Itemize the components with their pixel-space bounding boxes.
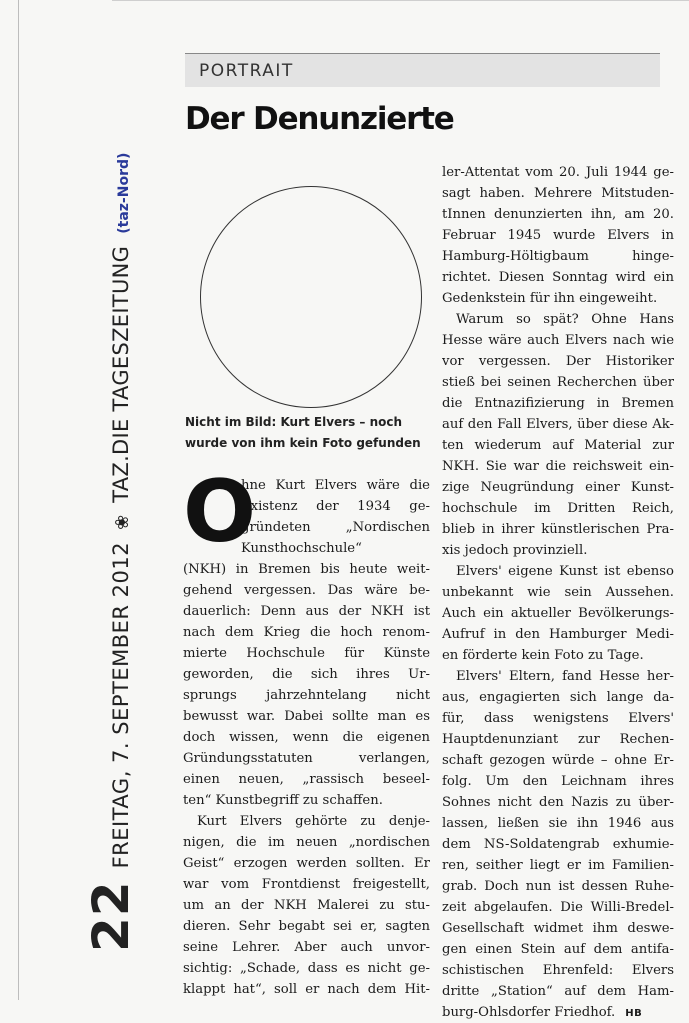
article-line: auf den Fall Elvers, über diese Ak- xyxy=(442,417,674,432)
article-line: folg. Um den Leichnam ihres xyxy=(442,774,674,789)
article-line: Hauptdenunziant zur Rechen- xyxy=(442,732,674,747)
article-line: stieß bei seinen Recherchen über xyxy=(442,375,674,390)
photo-placeholder-circle xyxy=(200,186,422,408)
article-line: ler-Attentat vom 20. Juli 1944 ge- xyxy=(442,165,674,180)
page-fold-line xyxy=(18,0,19,1000)
article-line: hochschule im Dritten Reich, xyxy=(442,501,674,516)
article-line: die Entnazifizierung in Bremen xyxy=(442,396,674,411)
article-line: Gründungsstatuten verlangen, xyxy=(183,751,430,766)
article-line: sagt haben. Mehrere Mitstuden- xyxy=(442,186,674,201)
caption-line: wurde von ihm kein Foto gefunden xyxy=(185,436,421,450)
page-spine xyxy=(82,152,140,952)
article-line: bewusst war. Dabei sollte man es xyxy=(183,709,430,724)
regional-edition: (taz-Nord) xyxy=(116,152,132,234)
article-line: war vom Frontdienst freigestellt, xyxy=(183,877,430,892)
photo-caption xyxy=(185,413,433,455)
article-line: Kunsthochschule“ xyxy=(241,541,362,556)
article-line: Elvers' eigene Kunst ist ebenso xyxy=(456,564,674,579)
article-line: dritte „Station“ auf dem Ham- xyxy=(442,984,674,999)
article-line: seine Lehrer. Aber auch unvor- xyxy=(183,940,430,955)
article-line: sichtig: „Schade, dass es nicht ge- xyxy=(183,961,430,976)
article-line: dem NS-Soldatengrab exhumie- xyxy=(442,837,674,852)
article-line: mierte Hochschule für Künste xyxy=(183,646,430,661)
article-line: sprungs jahrzehntelang nicht xyxy=(183,688,430,703)
article-line: Hamburg-Höltigbaum hinge- xyxy=(442,249,674,264)
article-line: richtet. Diesen Sonntag wird ein xyxy=(442,270,674,285)
article-line: einen neuen, „rassisch beseel- xyxy=(183,772,430,787)
article-line: ten“ Kunstbegriff zu schaffen. xyxy=(183,793,383,808)
article-line: schistischen Ehrenfeld: Elvers xyxy=(442,963,674,978)
article-line: Existenz der 1934 ge- xyxy=(241,499,430,514)
article-line: nigen, die im neuen „nordischen xyxy=(183,835,430,850)
article-line: unbekannt wie sein Aussehen. xyxy=(442,585,674,600)
article-line: Hesse wäre auch Elvers nach wie xyxy=(442,333,674,348)
article-line: NKH. Sie war die reichsweit ein- xyxy=(442,459,674,474)
article-line: Warum so spät? Ohne Hans xyxy=(456,312,674,327)
drop-cap: O xyxy=(183,462,257,562)
caption-line: Nicht im Bild: Kurt Elvers – noch xyxy=(185,415,403,429)
headline: Der Denunzierte xyxy=(185,101,454,137)
article-line: Elvers' Eltern, fand Hesse her- xyxy=(456,669,674,684)
article-line: Geist“ erzogen werden sollten. Er xyxy=(183,856,430,871)
article-line: schaft gezogen würde – ohne Er- xyxy=(442,753,674,768)
paw-print-icon: ❀ xyxy=(112,514,133,530)
article-column-right xyxy=(442,162,674,1023)
article-line: Gesellschaft widmet ihm deswe- xyxy=(442,921,674,936)
article-line: (NKH) in Bremen bis heute weit- xyxy=(183,562,430,577)
page-number: 22 xyxy=(82,880,140,952)
issue-date: FREITAG, 7. SEPTEMBER 2012 xyxy=(109,541,133,869)
newspaper-name: TAZ.DIE TAGESZEITUNG xyxy=(109,245,133,503)
top-rule xyxy=(112,0,689,1)
article-line: Aufruf in den Hamburger Medi- xyxy=(442,627,674,642)
article-line: xis jedoch provinziell. xyxy=(442,543,588,558)
article-line: zeit abgelaufen. Die Willi-Bredel- xyxy=(442,900,674,915)
article-line: grab. Doch nun ist dessen Ruhe- xyxy=(442,879,674,894)
article-line: Auch ein aktueller Bevölkerungs- xyxy=(442,606,674,621)
article-line: gen einen Stein auf dem antifa- xyxy=(442,942,674,957)
article-line: tInnen denunzierten ihn, am 20. xyxy=(442,207,674,222)
article-line: Gedenkstein für ihn eingeweiht. xyxy=(442,291,658,306)
article-line: gehend vergessen. Das wäre be- xyxy=(183,583,430,598)
article-line: um an der NKH Malerei zu stu- xyxy=(183,898,430,913)
article-line: burg-Ohlsdorfer Friedhof. HB xyxy=(442,1005,643,1020)
section-label: PORTRAIT xyxy=(185,53,660,87)
article-line: hne Kurt Elvers wäre die xyxy=(241,478,430,493)
article-line: en förderte kein Foto zu Tage. xyxy=(442,648,644,663)
article-line: Kurt Elvers gehörte zu denje- xyxy=(197,814,430,829)
article-line: dauerlich: Denn aus der NKH ist xyxy=(183,604,430,619)
article-line: aus, engagierten sich lange da- xyxy=(442,690,674,705)
article-line: zige Neugründung einer Kunst- xyxy=(442,480,674,495)
article-line: Sohnes nicht den Nazis zu über- xyxy=(442,795,674,810)
article-line: lassen, ließen sie ihn 1946 aus xyxy=(442,816,674,831)
article-line: ren, seither liegt er im Familien- xyxy=(442,858,674,873)
article-line: vor vergessen. Der Historiker xyxy=(442,354,674,369)
article-line: für, dass wenigstens Elvers' xyxy=(442,711,674,726)
article-column-left xyxy=(183,462,430,1000)
article-line: nach dem Krieg die hoch renom- xyxy=(183,625,430,640)
article-line: Februar 1945 wurde Elvers in xyxy=(442,228,674,243)
author-initials: HB xyxy=(625,1008,643,1019)
article-line: dieren. Sehr begabt sei er, sagten xyxy=(183,919,430,934)
article-line: klappt hat“, soll er nach dem Hit- xyxy=(183,982,430,997)
article-line: geworden, die sich ihres Ur- xyxy=(183,667,430,682)
article-line: ten wiederum auf Material zur xyxy=(442,438,674,453)
article-line: doch wissen, wenn die eigenen xyxy=(183,730,430,745)
article-line: blieb in ihrer künstlerischen Pra- xyxy=(442,522,674,537)
article-line: gründeten „Nordischen xyxy=(241,520,430,535)
